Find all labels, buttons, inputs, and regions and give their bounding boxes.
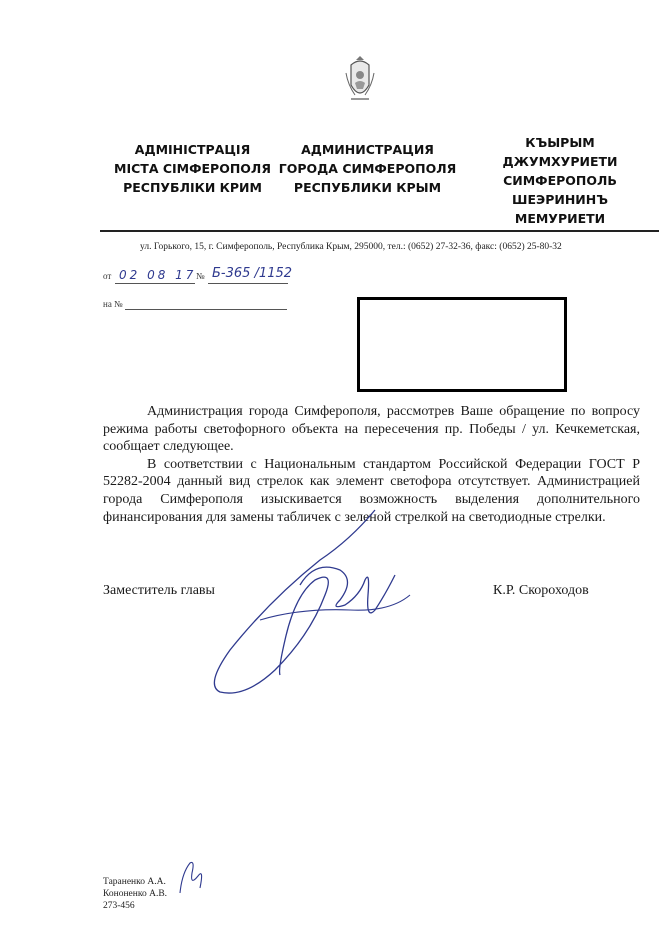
date-underline [115, 283, 195, 284]
letter-date: 02 08 17 [119, 268, 197, 282]
signatory-title: Заместитель главы [103, 583, 215, 598]
header-ukrainian-line: АДМІНІСТРАЦІЯ [134, 142, 251, 157]
header-crimean-tatar-line: МЕМУРИЕТИ [514, 211, 606, 226]
body-paragraph: Администрация города Симферополя, рассмотрев Ваше обращение по вопросу режима работы светофорного объекта на пересечения пр. Победы / ул. Кечкеметская, сообщает следующее. [103, 404, 640, 455]
executor-phone: 273-456 [103, 901, 135, 911]
address-line: ул. Горького, 15, г. Симферополь, Республика Крым, 295000, тел.: (0652) 27-32-36, факс: (0652) 25-80-32 [140, 242, 562, 252]
handwritten-signature [200, 500, 440, 700]
executor-name: Тараненко А.А. [103, 877, 166, 887]
header-crimean-tatar [490, 133, 630, 228]
signatory-name: К.Р. Скороходов [493, 583, 589, 598]
letter-number: Б-365 /1152 [212, 266, 293, 281]
header-russian [275, 140, 460, 197]
header-crimean-tatar-line: ШЕЭРИНИНЪ [512, 192, 608, 207]
redacted-recipient-box [357, 297, 567, 392]
header-russian-line: АДМИНИСТРАЦИЯ [301, 142, 434, 157]
number-label: № [196, 271, 205, 281]
from-label: от [103, 271, 112, 281]
reference-underline [125, 309, 287, 310]
number-underline [208, 283, 288, 284]
header-divider [100, 230, 659, 232]
header-ukrainian-line: РЕСПУБЛІКИ КРИМ [123, 180, 262, 195]
header-crimean-tatar-line: ДЖУМХУРИЕТИ [502, 154, 618, 169]
header-ukrainian [100, 140, 285, 197]
executor-name: Кононенко А.В. [103, 889, 168, 899]
header-russian-line: ГОРОДА СИМФЕРОПОЛЯ [278, 161, 457, 176]
body-paragraph: В соответствии с Национальным стандартом Российской Федерации ГОСТ Р 52282-2004 данный вид стрелок как элемент светофора отсутствует. Администрацией города Симферополя изыскивается возможность выделения дополнительного финансирования для замены табличек с зеленой стрелкой на светодиодные стрелки. [103, 456, 640, 525]
header-crimean-tatar-line: КЪЫРЫМ [525, 135, 595, 150]
executor-initials-signature [170, 858, 210, 898]
header-ukrainian-line: МІСТА СІМФЕРОПОЛЯ [114, 161, 271, 176]
coat-of-arms-emblem [343, 55, 377, 105]
executor-block [103, 876, 167, 912]
header-crimean-tatar-line: СИМФЕРОПОЛЬ [503, 173, 617, 188]
header-russian-line: РЕСПУБЛИКИ КРЫМ [293, 180, 442, 195]
reference-label: на № [103, 299, 123, 309]
